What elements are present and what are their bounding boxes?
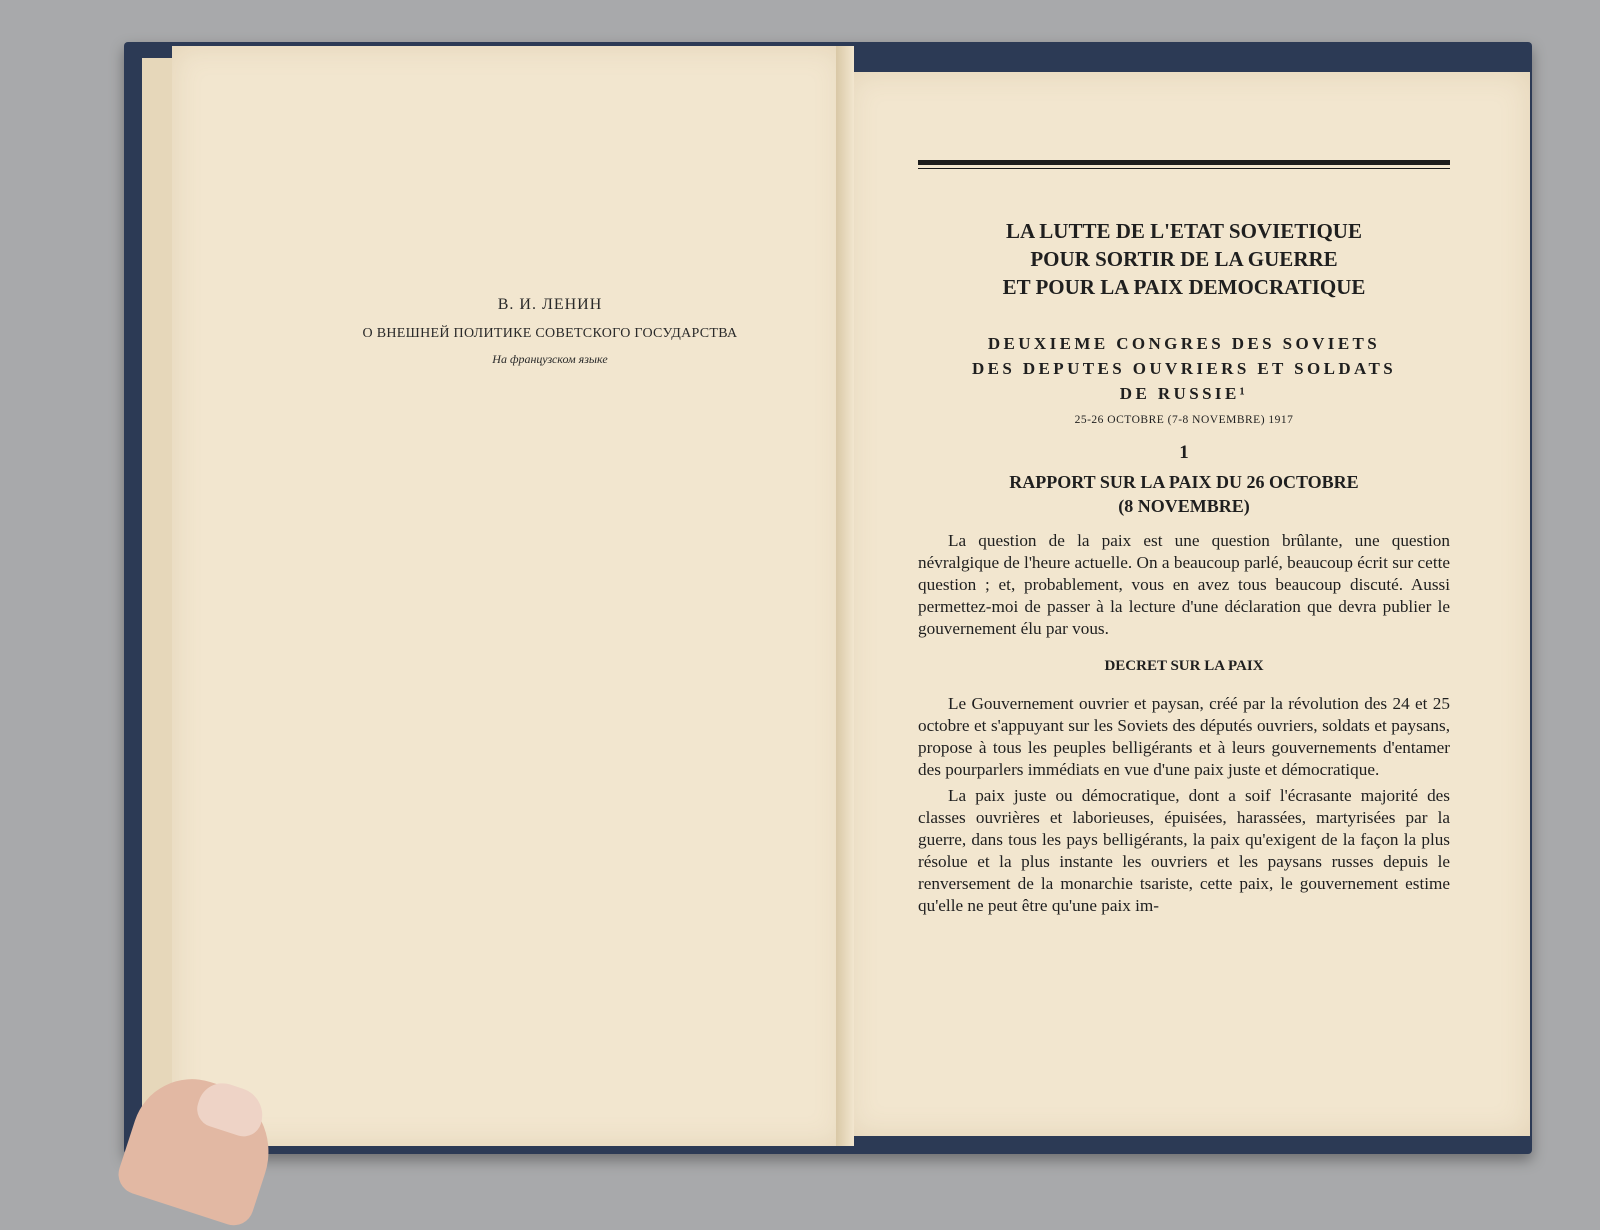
- book-gutter: [836, 46, 854, 1146]
- author-name: В. И. ЛЕНИН: [497, 296, 603, 313]
- paragraph: La question de la paix est une question brûlante, une question névralgique de l'heure actuelle. On a beaucoup parlé, beaucoup écrit sur cette question ; et, probablement, vous en avez tous beaucoup discuté. Aussi permettez-moi de passer à la lecture d'une déclaration que devra publier le gouvernement élu par vous.: [918, 531, 1450, 638]
- report-heading-line: (8 NOVEMBRE): [1118, 496, 1250, 516]
- left-page-text: [300, 296, 800, 367]
- header-rule: [918, 160, 1450, 165]
- report-heading: [918, 470, 1450, 518]
- congress-date: 25-26 OCTOBRE (7-8 NOVEMBRE) 1917: [1074, 414, 1294, 426]
- paragraph: La paix juste ou démocratique, dont a soif l'écrasante majorité des classes ouvrières et laborieuses, épuisées, harassées, martyrisées par la guerre, dans tous les pays belligérants, la paix qu'exigent de la façon la plus résolue et la plus instante les ouvriers et les paysans russes depuis le renversement de la monarchie tsariste, cette paix, le gouvernement estime qu'elle ne peut être qu'une paix im-: [918, 786, 1450, 915]
- page-edge: [142, 58, 176, 1146]
- left-page: [172, 46, 844, 1146]
- main-heading-line: ET POUR LA PAIX DEMOCRATIQUE: [1002, 275, 1366, 299]
- header-rule-thin: [918, 168, 1450, 169]
- congress-heading: [918, 331, 1450, 406]
- paragraph: Le Gouvernement ouvrier et paysan, créé par la révolution des 24 et 25 octobre et s'appuyant sur les Soviets des députés ouvriers, soldats et paysans, propose à tous les peuples belligérants et à leurs gouvernements d'entamer des pourparlers immédiats en vue d'une paix juste et démocratique.: [918, 694, 1450, 779]
- main-heading-line: POUR SORTIR DE LA GUERRE: [1030, 247, 1338, 271]
- congress-heading-line: DEUXIEME CONGRES DES SOVIETS: [987, 334, 1381, 353]
- congress-heading-line: DE RUSSIE¹: [1119, 384, 1249, 403]
- decree-heading: DECRET SUR LA PAIX: [1104, 658, 1264, 674]
- section-number: 1: [1179, 442, 1189, 463]
- main-heading: [918, 217, 1450, 301]
- main-heading-line: LA LUTTE DE L'ETAT SOVIETIQUE: [1006, 219, 1362, 243]
- language-note: На французском языке: [492, 352, 608, 366]
- congress-heading-line: DES DEPUTES OUVRIERS ET SOLDATS: [971, 359, 1397, 378]
- right-page-text: [918, 160, 1450, 917]
- book-title-russian: О ВНЕШНЕЙ ПОЛИТИКЕ СОВЕТСКОГО ГОСУДАРСТВА: [362, 326, 738, 341]
- report-heading-line: RAPPORT SUR LA PAIX DU 26 OCTOBRE: [1009, 472, 1359, 492]
